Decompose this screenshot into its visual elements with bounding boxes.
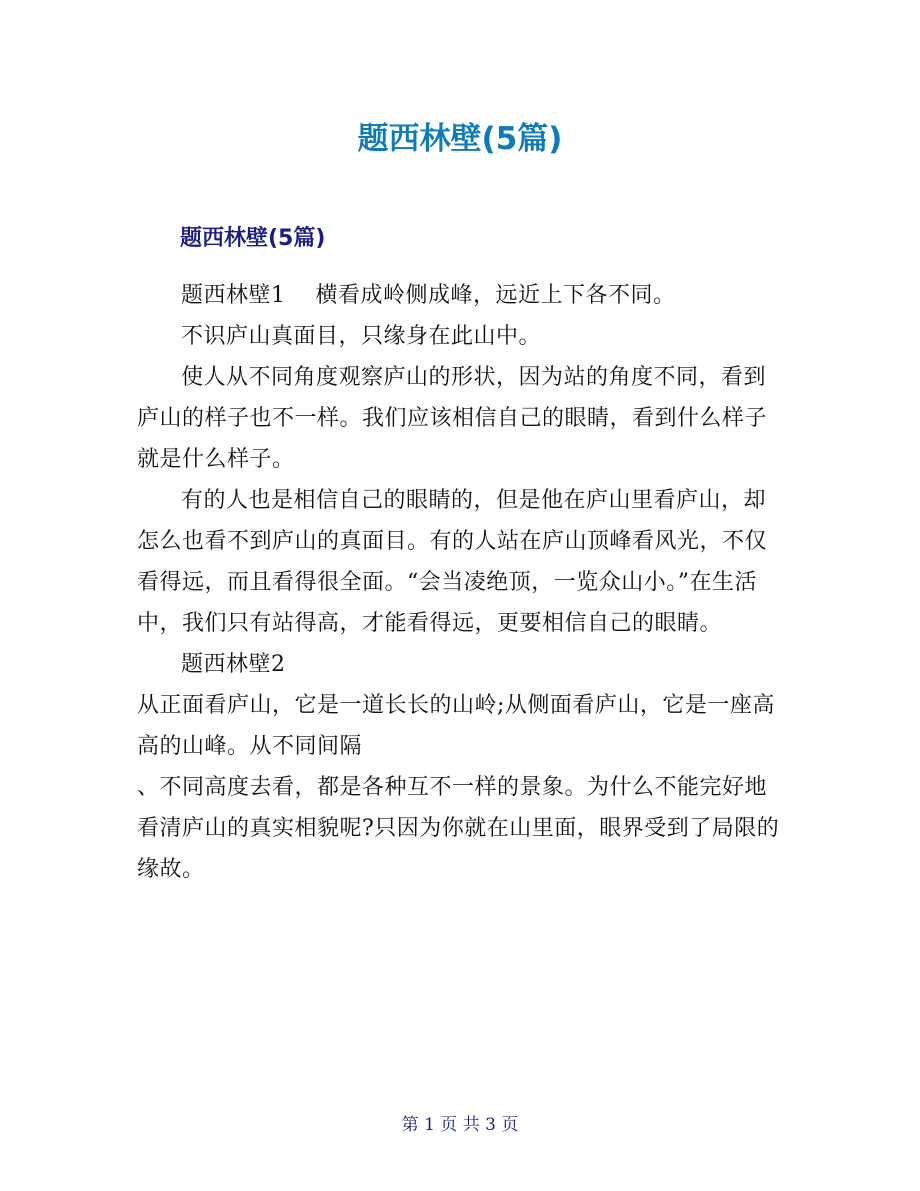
document-body [137, 275, 787, 890]
document-title: 题西林壁(5篇) [357, 121, 563, 157]
paragraph-essay-2-part-2: 、不同高度去看，都是各种互不一样的景象。为什么不能完好地看清庐山的真实相貌呢?只因为你就在山里面，眼界受到了局限的缘故。 [137, 775, 780, 882]
section-heading: 题西林壁(5篇) [180, 226, 326, 251]
paragraph-essay-2-part-1: 从正面看庐山，它是一道长长的山岭;从侧面看庐山，它是一座高高的山峰。从不同间隔 [137, 693, 775, 759]
page-number-footer: 第 1 页 共 3 页 [401, 1115, 519, 1135]
paragraph-interpretation-1: 使人从不同角度观察庐山的形状，因为站的角度不同，看到庐山的样子也不一样。我们应该相信自己的眼睛，看到什么样子就是什么样子。 [137, 365, 768, 472]
paragraph-poem-line-1: 题西林壁1 横看成岭侧成峰，远近上下各不同。 [181, 283, 676, 308]
paragraph-essay-2-title: 题西林壁2 [181, 652, 286, 677]
paragraph-poem-line-2: 不识庐山真面目，只缘身在此山中。 [181, 324, 542, 349]
paragraph-interpretation-2: 有的人也是相信自己的眼睛的，但是他在庐山里看庐山，却怎么也看不到庐山的真面目。有的人站在庐山顶峰看风光，不仅看得远，而且看得很全面。“会当凌绝顶，一览众山小。”在生活中，我们只有站得高，才能看得远，更要相信自己的眼睛。 [137, 488, 768, 636]
